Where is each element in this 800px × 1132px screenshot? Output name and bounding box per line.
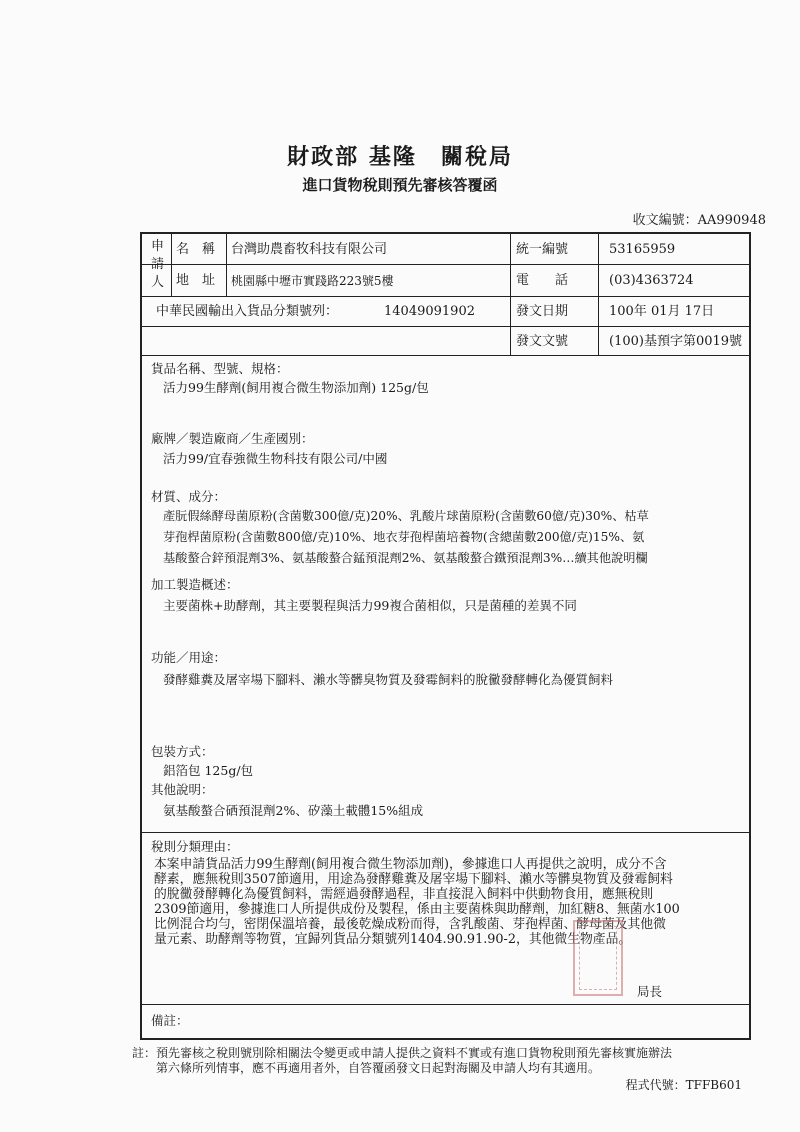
uni-id-label: 統一編號 <box>516 242 569 257</box>
goods-label: 貨品名稱、型號、規格： <box>151 361 289 376</box>
divider <box>226 234 227 296</box>
doc-no-label: 發文文號 <box>516 334 569 349</box>
form-code: 程式代號：TFFB601 <box>625 1078 742 1092</box>
reason-line: 酵素，應無稅則3507節適用，用途為發酵雞糞及屠宰場下腳料、瀨水等髒臭物質及發霉飼料 <box>154 872 673 887</box>
applicant-side-label-2: 請 <box>151 257 165 272</box>
doc-no: (100)基預字第0019號 <box>609 334 743 349</box>
director-signature: 局長 <box>637 984 663 999</box>
other-value: 氨基酸螯合硒預混劑2%、矽藻土載體15%組成 <box>163 803 424 818</box>
agency-title: 財政部 基隆 關稅局 <box>287 144 513 170</box>
classification-value: 14049091902 <box>384 304 475 319</box>
name-label: 名 稱 <box>176 242 216 257</box>
brand-value: 活力99/宜春強微生物科技有限公司/中國 <box>163 451 388 466</box>
divider <box>510 234 511 355</box>
date-label: 發文日期 <box>516 304 569 319</box>
footer-note: 註：預先審核之稅則號別除相關法令變更或申請人提供之資料不實或有進口貨物稅則預先審核實施辦法 <box>132 1046 673 1060</box>
footer-note: 第六條所列情事，應不再適用者外，自答覆函發文日起對海關及申請人均有其適用。 <box>132 1061 601 1075</box>
reason-line: 量元素、助酵劑等物質，宜歸列貨品分類號列1404.90.91.90-2，其他微生物產品。 <box>154 932 632 947</box>
package-value: 鋁箔包 125g/包 <box>163 763 254 778</box>
reason-line: 的脫黴發酵轉化為優質飼料，需經過發酵過程，非直接混入飼料中供動物食用，應無稅則 <box>154 887 654 902</box>
applicant-address: 桃園縣中壢市實踐路223號5樓 <box>231 274 394 288</box>
material-line: 芽孢桿菌原粉(含菌數800億/克)10%、地衣芽孢桿菌培養物(含總菌數200億/克)15%、氨 <box>163 530 645 544</box>
use-label: 功能／用途： <box>151 650 227 665</box>
address-label: 地 址 <box>176 273 216 288</box>
process-value: 主要菌株+助酵劑，其主要製程與活力99複合菌相似，只是菌種的差異不同 <box>163 598 577 613</box>
applicant-side-label-3: 人 <box>151 275 165 290</box>
divider <box>171 234 172 296</box>
applicant-name: 台灣助農畜牧科技有限公司 <box>231 242 388 257</box>
reason-line: 本案申請貨品活力99生酵劑(飼用複合微生物添加劑)，參據進口人再提供之說明，成分不含 <box>154 857 667 872</box>
divider <box>142 832 749 833</box>
reply-form <box>140 232 751 1040</box>
divider <box>598 234 599 355</box>
form-title: 進口貨物稅則預先審核答覆函 <box>302 176 498 194</box>
goods-value: 活力99生酵劑(飼用複合微生物添加劑) 125g/包 <box>163 380 429 395</box>
package-label: 包裝方式： <box>151 744 214 759</box>
phone-label: 電 話 <box>516 273 569 288</box>
material-label: 材質、成分： <box>151 489 227 504</box>
use-value: 發酵雞糞及屠宰場下腳料、瀨水等髒臭物質及發霉飼料的脫黴發酵轉化為優質飼料 <box>163 672 614 687</box>
material-line: 基酸螯合鋅預混劑3%、氨基酸螯合錳預混劑2%、氨基酸螯合鐵預混劑3%…續其他說明欄 <box>163 551 648 565</box>
process-label: 加工製造概述： <box>151 577 239 592</box>
remarks-label: 備註： <box>151 1013 189 1028</box>
divider <box>142 296 749 297</box>
divider <box>142 355 749 356</box>
issue-date: 100年 01月 17日 <box>609 304 715 319</box>
applicant-side-label-1: 申 <box>151 239 165 254</box>
divider <box>142 326 749 327</box>
brand-label: 廠牌／製造廠商／生產國別： <box>151 431 314 446</box>
classification-label: 中華民國輸出入貨品分類號列： <box>156 304 339 319</box>
material-line: 產朊假絲酵母菌原粉(含菌數300億/克)20%、乳酸片球菌原粉(含菌數60億/克)30%、枯草 <box>163 509 649 523</box>
reason-line: 比例混合均勻，密閉保溫培養，最後乾燥成粉而得，含乳酸菌、芽孢桿菌、酵母菌及其他微 <box>154 917 666 932</box>
other-label: 其他說明： <box>151 782 214 797</box>
reason-line: 2309節適用，參據進口人所提供成份及製程，係由主要菌株與助酵劑，加紅糖8、無菌水100 <box>154 902 680 917</box>
divider <box>142 264 749 265</box>
official-seal <box>573 920 623 996</box>
divider <box>142 1004 749 1005</box>
reason-label: 稅則分類理由： <box>151 839 239 854</box>
uni-id: 53165959 <box>609 242 676 257</box>
receipt-number: 收文編號：AA990948 <box>632 213 766 228</box>
phone: (03)4363724 <box>609 273 694 288</box>
